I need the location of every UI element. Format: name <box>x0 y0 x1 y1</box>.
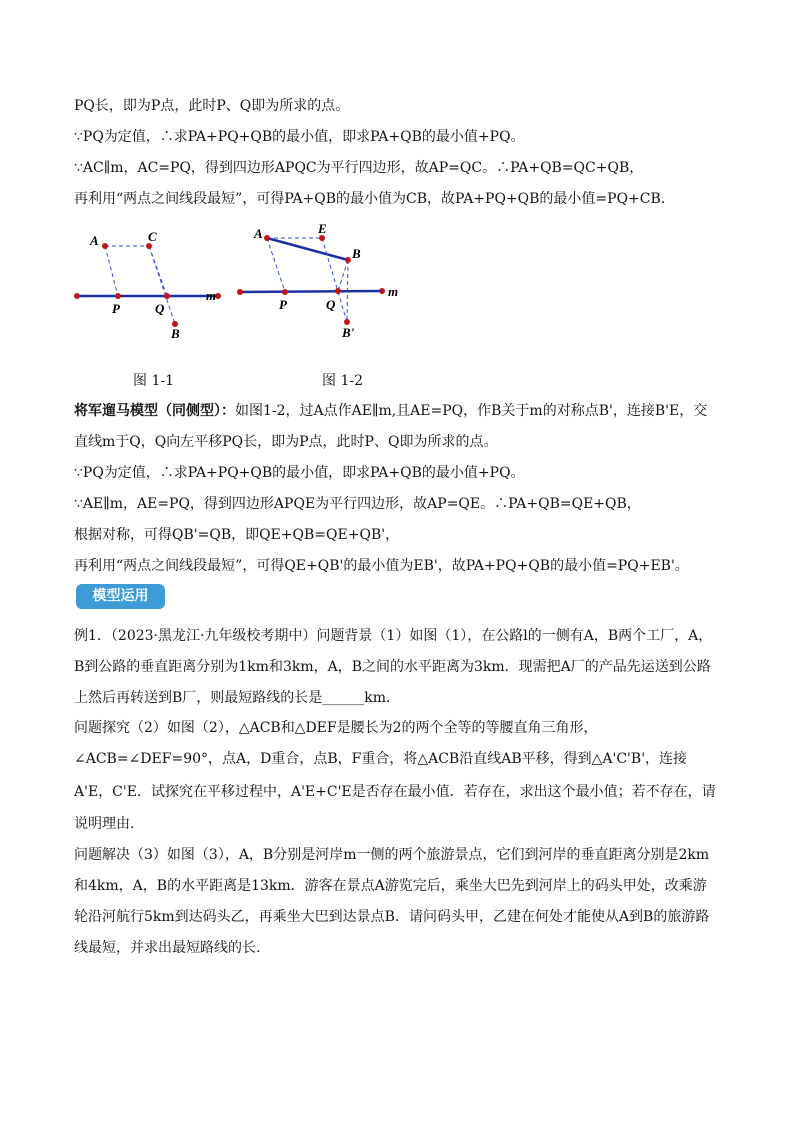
segment-ab <box>267 238 348 260</box>
figure-1-1 <box>60 225 230 345</box>
figure-1-2 <box>228 218 408 343</box>
model-heading: 将军遛马模型（同侧型）： <box>74 403 235 419</box>
line-m <box>240 291 382 292</box>
label-q: Q <box>326 297 336 312</box>
text-line: 问题探究（2）如图（2），△ACB和△DEF是腰长为2的两个全等的等腰直角三角形， <box>74 720 598 736</box>
text-line: 再利用“两点之间线段最短”，可得QE+QB'的最小值为EB'，故PA+PQ+QB的最小值=PQ+EB'。 <box>74 558 689 574</box>
section-badge: 模型运用 <box>76 584 165 609</box>
point-left-end <box>237 289 243 295</box>
label-m: m <box>388 284 399 299</box>
text-line: ∵AC∥m，AC=PQ，得到四边形APQC为平行四边形，故AP=QC。∴PA+QB=QC+QB， <box>74 160 644 176</box>
text-line <box>74 401 707 421</box>
label-a: A <box>254 226 263 241</box>
text-line: 问题解决（3）如图（3），A，B分别是河岸m一侧的两个旅游景点，它们到河岸的垂直距离分别是2km <box>74 847 710 863</box>
point-a <box>264 235 270 241</box>
figure-caption: 图 1-1 <box>133 373 174 389</box>
label-a: A <box>90 233 99 248</box>
text-line: 再利用“两点之间线段最短”，可得PA+QB的最小值为CB，故PA+PQ+QB的最小值=PQ+CB. <box>74 191 666 207</box>
text-line: 线最短，并求出最短路线的长. <box>74 940 261 956</box>
label-q: Q <box>155 301 165 316</box>
model-text: 如图1-2，过A点作AE∥m,且AE=PQ，作B关于m的对称点B'，连接B'E，交 <box>235 403 708 419</box>
label-m: m <box>206 288 217 303</box>
segment-ap <box>267 238 285 292</box>
text-line: ∵PQ为定值，∴求PA+PQ+QB的最小值，即求PA+QB的最小值+PQ。 <box>74 129 525 145</box>
text-line: 根据对称，可得QB'=QB，即QE+QB=QE+QB'， <box>74 527 400 543</box>
point-q <box>335 288 341 294</box>
point-q <box>164 293 170 299</box>
text-line: ∵AE∥m，AE=PQ，得到四边形APQE为平行四边形，故AP=QE。∴PA+QB=QE+QB， <box>74 496 641 512</box>
text-line: 上然后再转送到B厂，则最短路线的长是______km． <box>74 690 401 706</box>
point-b <box>345 257 351 263</box>
point-right-end <box>379 288 385 294</box>
text-line: ∠ACB=∠DEF=90°，点A，D重合，点B，F重合，将△ACB沿直线AB平移，得到△A'C'B'，连接 <box>74 751 688 767</box>
text-line: 和4km，A，B的水平距离是13km．游客在景点A游览完后，乘坐大巴先到河岸上的码头甲处，改乘游 <box>74 878 707 894</box>
text-line: PQ长，即为P点，此时P、Q即为所求的点。 <box>74 98 350 114</box>
point-p <box>115 293 121 299</box>
text-line: 例1．（2023·黑龙江·九年级校考期中）问题背景（1）如图（1），在公路l的一侧有A，B两个工厂，A， <box>74 628 713 644</box>
figure-caption: 图 1-2 <box>322 373 363 389</box>
point-a <box>102 243 108 249</box>
text-line: 直线m于Q，Q向左平移PQ长，即为P点，此时P、Q即为所求的点。 <box>74 434 498 450</box>
point-left-end <box>74 293 80 299</box>
text-line: 轮沿河航行5km到达码头乙，再乘坐大巴到达景点B．请问码头甲，乙建在何处才能使从A到B的旅游路 <box>74 909 710 925</box>
point-p <box>282 289 288 295</box>
segment-bb-prime <box>347 260 348 322</box>
segment-bq <box>338 260 348 291</box>
label-p: P <box>279 297 287 312</box>
text-line: 说明理由. <box>74 816 135 832</box>
label-b: B <box>352 246 361 261</box>
label-p: P <box>112 301 120 316</box>
label-c: C <box>148 229 157 244</box>
text-line: A'E，C'E．试探究在平移过程中，A'E+C'E是否存在最小值．若存在，求出这个最小值；若不存在，请 <box>74 784 716 800</box>
text-line: ∵PQ为定值，∴求PA+PQ+QB的最小值，即求PA+QB的最小值+PQ。 <box>74 465 525 481</box>
text-line: B到公路的垂直距离分别为1km和3km，A，B之间的水平距离为3km．现需把A厂的产品先运送到公路 <box>74 659 711 675</box>
label-b: B <box>171 326 180 341</box>
label-e: E <box>318 221 327 236</box>
label-b-prime: B' <box>342 325 355 340</box>
segment-ap <box>105 246 118 296</box>
